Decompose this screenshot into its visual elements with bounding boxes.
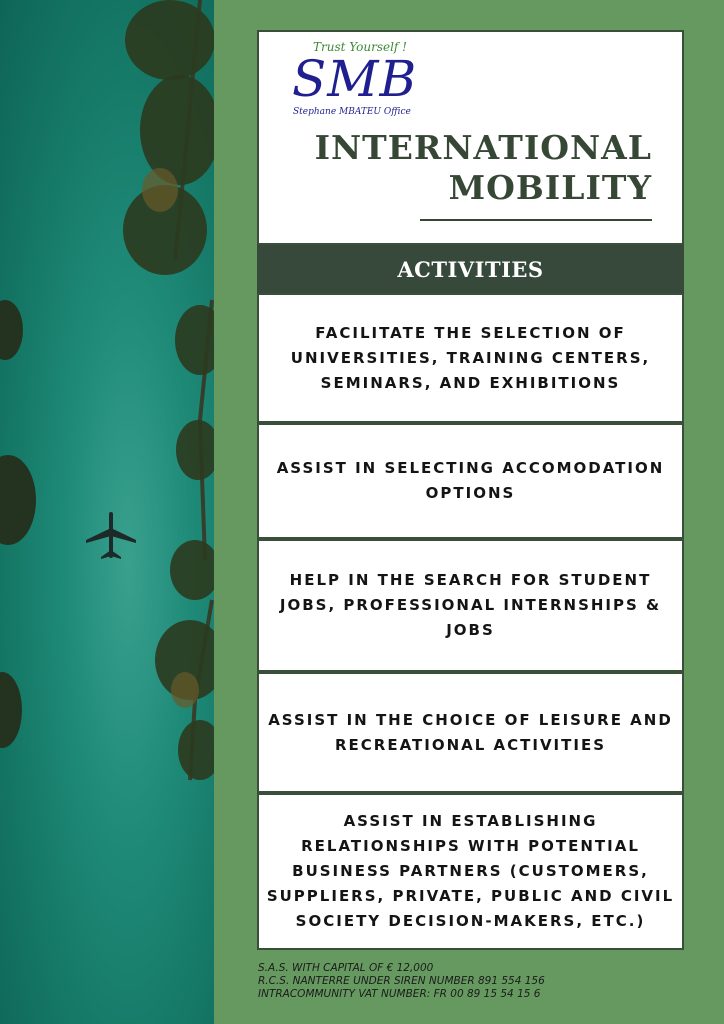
activity-item: ASSIST IN ESTABLISHING RELATIONSHIPS WITH POTENTIAL BUSINESS PARTNERS (CUSTOMERS, SUPPLIERS, PRIVATE, PUBLIC AND CIVIL SOCIETY DECISION-MAKERS, ETC.) [257,793,684,950]
activity-item: FACILITATE THE SELECTION OF UNIVERSITIES, TRAINING CENTERS, SEMINARS, AND EXHIBITIONS [257,293,684,423]
footer-siren: R.C.S. NANTERRE UNDER SIREN NUMBER 891 554 156 [258,975,545,987]
palm-sky-photo [0,0,214,1024]
footer-capital: S.A.S. WITH CAPITAL OF € 12,000 [258,962,434,974]
activity-item: ASSIST IN SELECTING ACCOMODATION OPTIONS [257,423,684,539]
title-divider [420,219,652,221]
smb-logo: SMB [292,50,418,108]
activity-item: ASSIST IN THE CHOICE OF LEISURE AND RECREATIONAL ACTIVITIES [257,672,684,793]
title-line-2: MOBILITY [448,168,652,207]
footer-vat: INTRACOMMUNITY VAT NUMBER: FR 00 89 15 54 15 6 [258,988,541,1000]
activity-item: HELP IN THE SEARCH FOR STUDENT JOBS, PROFESSIONAL INTERNSHIPS & JOBS [257,539,684,672]
title-line-1: INTERNATIONAL [314,128,652,167]
logo-subtitle: Stephane MBATEU Office [293,107,411,117]
legal-footer [258,962,545,1001]
logo-tagline: Trust Yourself ! [313,40,408,54]
activities-heading: ACTIVITIES [257,245,684,293]
airplane-icon [84,508,138,562]
page-title [315,128,652,208]
